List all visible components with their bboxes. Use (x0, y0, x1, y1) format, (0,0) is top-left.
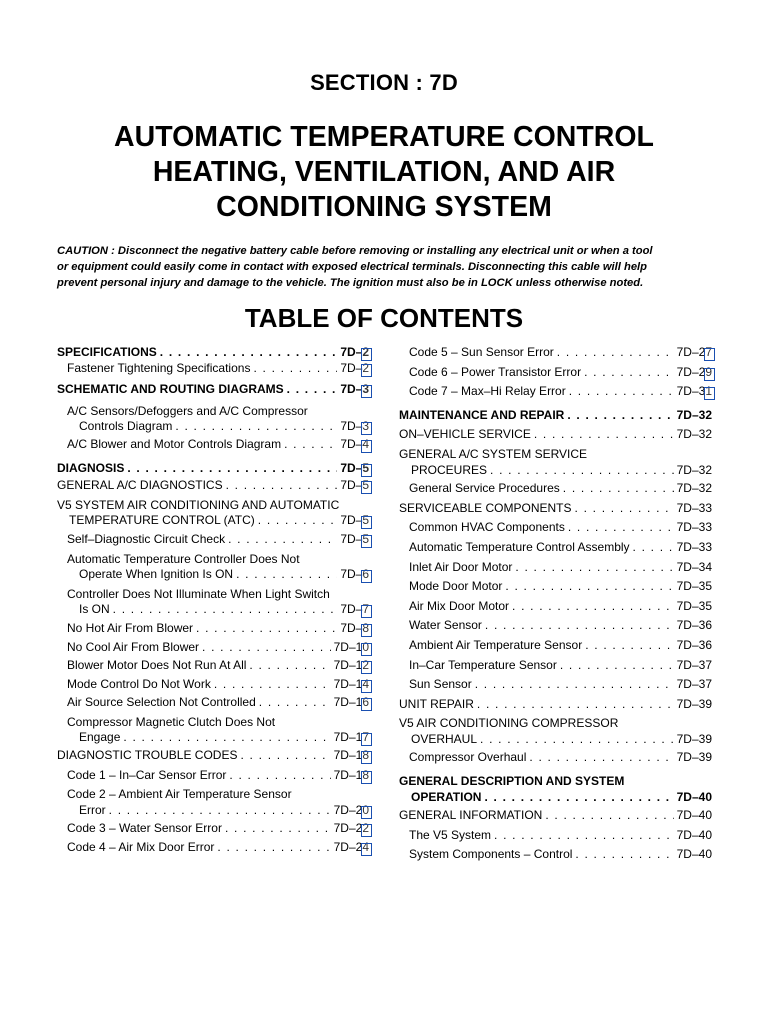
toc-page-number[interactable]: 7D–33 (676, 520, 712, 535)
toc-page-number[interactable]: 7D–33 (676, 539, 712, 554)
link-box-icon[interactable] (361, 661, 372, 674)
toc-page-number[interactable]: 7D–40 (676, 808, 712, 823)
title-line: CONDITIONING SYSTEM (216, 191, 552, 223)
toc-entry-title: Automatic Temperature Controller Does Not (67, 551, 300, 566)
link-box-icon[interactable] (361, 422, 372, 435)
toc-entry-title: SERVICEABLE COMPONENTS (399, 500, 572, 515)
toc-entry-title: DIAGNOSIS (57, 460, 125, 475)
toc-entry-title: Ambient Air Temperature Sensor (409, 637, 583, 652)
toc-entry[interactable] (399, 638, 712, 654)
toc-entry-title: Mode Door Motor (409, 579, 503, 594)
dot-leader (109, 803, 331, 819)
link-box-icon[interactable] (361, 643, 372, 656)
dot-leader (575, 501, 674, 517)
toc-entry[interactable] (399, 658, 712, 674)
toc-page-number[interactable]: 7D–14 (334, 677, 369, 693)
dot-leader (585, 638, 673, 654)
toc-entry[interactable] (57, 748, 369, 764)
toc-page-number[interactable]: 7D–35 (676, 598, 712, 613)
toc-page-number[interactable]: 7D–37 (676, 677, 712, 692)
toc-entry[interactable] (57, 587, 369, 618)
dot-leader (490, 463, 674, 479)
toc-entry[interactable] (399, 408, 712, 424)
toc-entry[interactable] (57, 382, 369, 398)
dot-leader (113, 602, 338, 618)
toc-entry[interactable] (57, 478, 369, 494)
link-box-icon[interactable] (704, 348, 715, 361)
toc-entry[interactable] (57, 498, 369, 529)
link-box-icon[interactable] (361, 698, 372, 711)
toc-page-number[interactable]: 7D–32 (676, 462, 712, 477)
dot-leader (225, 821, 331, 837)
dot-leader (214, 677, 331, 693)
link-box-icon[interactable] (361, 570, 372, 583)
toc-entry[interactable] (57, 552, 369, 583)
dot-leader (475, 677, 674, 693)
toc-entry[interactable] (399, 501, 712, 517)
toc-entry[interactable] (57, 621, 369, 637)
toc-entry-title: SPECIFICATIONS (57, 345, 157, 359)
toc-page-number[interactable]: 7D–32 (676, 427, 712, 442)
toc-entry[interactable] (57, 461, 369, 477)
caution-line: or equipment could easily come in contact with exposed electrical terminals. Disconnecting this cable will help (57, 261, 647, 273)
link-box-icon[interactable] (361, 440, 372, 453)
toc-page-number[interactable]: 7D–32 (676, 407, 712, 422)
toc-entry-title: Automatic Temperature Control Assembly (409, 539, 630, 554)
toc-entry[interactable] (399, 618, 712, 634)
dot-leader (202, 640, 331, 656)
title-line: AUTOMATIC TEMPERATURE CONTROL (114, 121, 654, 153)
toc-entry-title: GENERAL DESCRIPTION AND SYSTEM (399, 774, 625, 789)
link-box-icon[interactable] (361, 535, 372, 548)
toc-entry-title: Is ON (79, 602, 110, 617)
dot-leader (160, 345, 338, 361)
toc-entry[interactable] (399, 481, 712, 497)
link-box-icon[interactable] (361, 605, 372, 618)
link-box-icon[interactable] (361, 733, 372, 746)
toc-entry-title: Code 3 – Water Sensor Error (67, 821, 222, 836)
toc-entry-title: Common HVAC Components (409, 520, 565, 535)
toc-page-number[interactable]: 7D–2 (340, 345, 369, 361)
toc-entry-title: SCHEMATIC AND ROUTING DIAGRAMS (57, 382, 284, 397)
dot-leader (494, 828, 674, 844)
toc-entry-title: Blower Motor Does Not Run At All (67, 658, 247, 673)
title-line: HEATING, VENTILATION, AND AIR (152, 156, 616, 188)
dot-leader (484, 790, 673, 806)
caution-note (57, 243, 717, 291)
toc-entry[interactable] (399, 560, 712, 576)
link-box-icon[interactable] (361, 516, 372, 529)
toc-page-number[interactable]: 7D–4 (340, 437, 369, 453)
toc-page-number[interactable]: 7D–3 (340, 382, 369, 398)
toc-entry[interactable] (57, 345, 369, 361)
link-box-icon[interactable] (361, 843, 372, 856)
dot-leader (287, 382, 338, 398)
toc-entry-title: Code 6 – Power Transistor Error (409, 364, 582, 379)
toc-page-number[interactable]: 7D–8 (340, 621, 369, 637)
toc-page-number[interactable]: 7D–6 (340, 567, 369, 583)
dot-leader (534, 427, 674, 443)
dot-leader (569, 384, 674, 400)
toc-entry-title: Self–Diagnostic Circuit Check (67, 531, 226, 546)
link-box-icon[interactable] (361, 464, 372, 477)
toc-page-number[interactable]: 7D–5 (340, 532, 369, 548)
toc-entry-title: PROCEURES (411, 462, 488, 477)
dot-leader (284, 437, 337, 453)
toc-page-number[interactable]: 7D–24 (334, 840, 369, 856)
toc-entry-title: OPERATION (411, 789, 482, 804)
toc-entry-title: OVERHAUL (411, 731, 478, 746)
link-box-icon[interactable] (361, 824, 372, 837)
toc-entry-title: Compressor Overhaul (409, 750, 527, 765)
toc-entry-title: GENERAL A/C DIAGNOSTICS (57, 478, 223, 493)
toc-entry-title: Compressor Magnetic Clutch Does Not (67, 714, 276, 729)
dot-leader (175, 419, 337, 435)
link-box-icon[interactable] (361, 680, 372, 693)
dot-leader (560, 658, 674, 674)
document-title (0, 120, 768, 225)
dot-leader (568, 520, 674, 536)
toc-entry[interactable] (399, 750, 712, 766)
toc-entry[interactable] (399, 579, 712, 595)
toc-page-number[interactable]: 7D–33 (676, 500, 712, 515)
toc-entry-title: Mode Control Do Not Work (67, 676, 211, 691)
toc-page-number[interactable]: 7D–40 (676, 847, 712, 862)
caution-line: CAUTION : Disconnect the negative battery cable before removing or installing any electrical unit or when a tool (57, 245, 653, 257)
toc-entry-title: Fastener Tightening Specifications (67, 360, 251, 375)
link-box-icon[interactable] (361, 771, 372, 784)
toc-entry[interactable] (57, 640, 369, 656)
dot-leader (196, 621, 337, 637)
toc-left-column (57, 345, 369, 856)
toc-page-number[interactable]: 7D–18 (334, 768, 369, 784)
toc-page-number[interactable]: 7D–20 (334, 803, 369, 819)
toc-entry-title: UNIT REPAIR (399, 696, 474, 711)
toc-entry[interactable] (57, 532, 369, 548)
toc-entry[interactable] (57, 787, 369, 818)
dot-leader (217, 840, 330, 856)
toc-page-number[interactable]: 7D–7 (340, 602, 369, 618)
link-box-icon[interactable] (361, 806, 372, 819)
toc-entry[interactable] (399, 697, 712, 713)
toc-entry[interactable] (57, 768, 369, 784)
toc-entry[interactable] (57, 695, 369, 711)
dot-leader (512, 599, 674, 615)
toc-entry-title: The V5 System (409, 827, 492, 842)
toc-page-number[interactable]: 7D–40 (676, 789, 712, 804)
toc-entry-title: V5 AIR CONDITIONING COMPRESSOR (399, 716, 619, 731)
toc-page-number[interactable]: 7D–39 (676, 750, 712, 765)
toc-entry[interactable] (57, 404, 369, 435)
toc-entry-title: ON–VEHICLE SERVICE (399, 427, 531, 442)
toc-page-number[interactable]: 7D–27 (677, 345, 712, 361)
dot-leader (259, 695, 331, 711)
toc-entry[interactable] (399, 828, 712, 844)
toc-entry[interactable] (399, 774, 712, 805)
dot-leader (485, 618, 674, 634)
link-box-icon[interactable] (361, 348, 372, 361)
toc-entry-title: Code 5 – Sun Sensor Error (409, 345, 554, 359)
dot-leader (563, 481, 674, 497)
link-box-icon[interactable] (361, 481, 372, 494)
toc-page-number[interactable]: 7D–35 (676, 579, 712, 594)
dot-leader (557, 345, 674, 361)
dot-leader (584, 365, 674, 381)
toc-entry[interactable] (57, 437, 369, 453)
dot-leader (229, 768, 330, 784)
toc-page-number[interactable]: 7D–37 (676, 657, 712, 672)
dot-leader (236, 567, 337, 583)
toc-page-number[interactable]: 7D–36 (676, 618, 712, 633)
toc-entry-title: No Hot Air From Blower (67, 620, 194, 635)
toc-entry-title: A/C Blower and Motor Controls Diagram (67, 436, 282, 451)
toc-heading: TABLE OF CONTENTS (244, 303, 524, 333)
toc-entry-title: Code 2 – Ambient Air Temperature Sensor (67, 787, 292, 802)
toc-entry-title: Code 1 – In–Car Sensor Error (67, 767, 227, 782)
toc-entry-title: Code 7 – Max–Hi Relay Error (409, 384, 566, 399)
toc-entry-title: MAINTENANCE AND REPAIR (399, 407, 565, 422)
toc-page-number[interactable]: 7D–5 (340, 513, 369, 529)
toc-entry[interactable] (399, 365, 712, 381)
caution-line: prevent personal injury and damage to the vehicle. The ignition must also be in LOCK unless otherwise noted. (57, 277, 644, 289)
dot-leader (477, 697, 674, 713)
toc-entry[interactable] (399, 808, 712, 824)
toc-entry-title: TEMPERATURE CONTROL (ATC) (69, 513, 255, 528)
toc-entry-title: Code 4 – Air Mix Door Error (67, 840, 215, 855)
toc-entry-title: Air Mix Door Motor (409, 598, 510, 613)
link-box-icon[interactable] (361, 385, 372, 398)
dot-leader (258, 513, 338, 529)
toc-page-number[interactable]: 7D–40 (676, 827, 712, 842)
dot-leader (127, 461, 337, 477)
dot-leader (240, 748, 330, 764)
toc-page-number[interactable]: 7D–18 (334, 748, 369, 764)
toc-right-column (399, 345, 712, 863)
toc-entry[interactable] (57, 658, 369, 674)
link-box-icon[interactable] (361, 364, 372, 377)
toc-page-number[interactable]: 7D–5 (340, 478, 369, 494)
toc-page-number[interactable]: 7D–31 (677, 384, 712, 400)
toc-page-number[interactable]: 7D–29 (677, 365, 712, 381)
dot-leader (545, 808, 673, 824)
dot-leader (228, 532, 337, 548)
toc-page-number[interactable]: 7D–36 (676, 637, 712, 652)
toc-entry[interactable] (57, 821, 369, 837)
dot-leader (249, 658, 330, 674)
link-box-icon[interactable] (704, 387, 715, 400)
toc-entry-title: General Service Procedures (409, 481, 560, 496)
dot-leader (480, 732, 674, 748)
toc-page-number[interactable]: 7D–32 (676, 481, 712, 496)
toc-entry[interactable] (399, 847, 712, 863)
toc-page-number[interactable]: 7D–34 (676, 559, 712, 574)
link-box-icon[interactable] (361, 751, 372, 764)
toc-entry-title: Error (79, 802, 106, 817)
toc-entry[interactable] (57, 840, 369, 856)
toc-entry[interactable] (57, 715, 369, 746)
toc-entry-title: In–Car Temperature Sensor (409, 657, 557, 672)
toc-page-number[interactable]: 7D–10 (334, 640, 369, 656)
toc-entry[interactable] (399, 384, 712, 400)
dot-leader (505, 579, 673, 595)
toc-entry[interactable] (399, 599, 712, 615)
toc-page-number[interactable]: 7D–39 (676, 731, 712, 746)
section-heading: SECTION : 7D (310, 70, 458, 95)
toc-entry-title: Controls Diagram (79, 419, 173, 434)
toc-entry-title: A/C Sensors/Defoggers and A/C Compressor (67, 403, 308, 418)
toc-page-number[interactable]: 7D–2 (340, 361, 369, 377)
toc-entry[interactable] (399, 677, 712, 693)
toc-entry[interactable] (399, 427, 712, 443)
dot-leader (567, 408, 673, 424)
toc-entry[interactable] (399, 520, 712, 536)
toc-entry-title: Water Sensor (409, 618, 482, 633)
toc-entry-title: Engage (79, 730, 121, 745)
link-box-icon[interactable] (361, 624, 372, 637)
toc-entry-title: GENERAL A/C SYSTEM SERVICE (399, 446, 588, 461)
toc-entry-title: System Components – Control (409, 847, 573, 862)
toc-entry[interactable] (57, 677, 369, 693)
toc-entry-title: Controller Does Not Illuminate When Light Switch (67, 586, 330, 601)
toc-entry-title: GENERAL INFORMATION (399, 808, 543, 823)
toc-page-number[interactable]: 7D–3 (340, 419, 369, 435)
toc-entry-title: Air Source Selection Not Controlled (67, 695, 256, 710)
dot-leader (226, 478, 338, 494)
dot-leader (253, 361, 337, 377)
toc-page-number[interactable]: 7D–5 (340, 461, 369, 477)
toc-page-number[interactable]: 7D–17 (334, 730, 369, 746)
dot-leader (575, 847, 673, 863)
dot-leader (633, 540, 674, 556)
toc-entry[interactable] (399, 345, 712, 361)
toc-entry[interactable] (399, 716, 712, 747)
toc-entry-title: V5 SYSTEM AIR CONDITIONING AND AUTOMATIC (57, 497, 340, 512)
toc-entry-title: DIAGNOSTIC TROUBLE CODES (57, 748, 238, 763)
toc-page-number[interactable]: 7D–39 (676, 696, 712, 711)
toc-entry-title: Inlet Air Door Motor (409, 559, 513, 574)
toc-entry[interactable] (399, 540, 712, 556)
link-box-icon[interactable] (704, 368, 715, 381)
dot-leader (515, 560, 673, 576)
toc-entry[interactable] (57, 361, 369, 377)
toc-entry-title: No Cool Air From Blower (67, 639, 200, 654)
dot-leader (529, 750, 673, 766)
toc-page-number[interactable]: 7D–12 (334, 658, 369, 674)
toc-entry-title: Sun Sensor (409, 677, 472, 692)
toc-entry[interactable] (399, 447, 712, 478)
dot-leader (123, 730, 330, 746)
toc-page-number[interactable]: 7D–16 (334, 695, 369, 711)
toc-entry-title: Operate When Ignition Is ON (79, 567, 234, 582)
toc-page-number[interactable]: 7D–22 (334, 821, 369, 837)
